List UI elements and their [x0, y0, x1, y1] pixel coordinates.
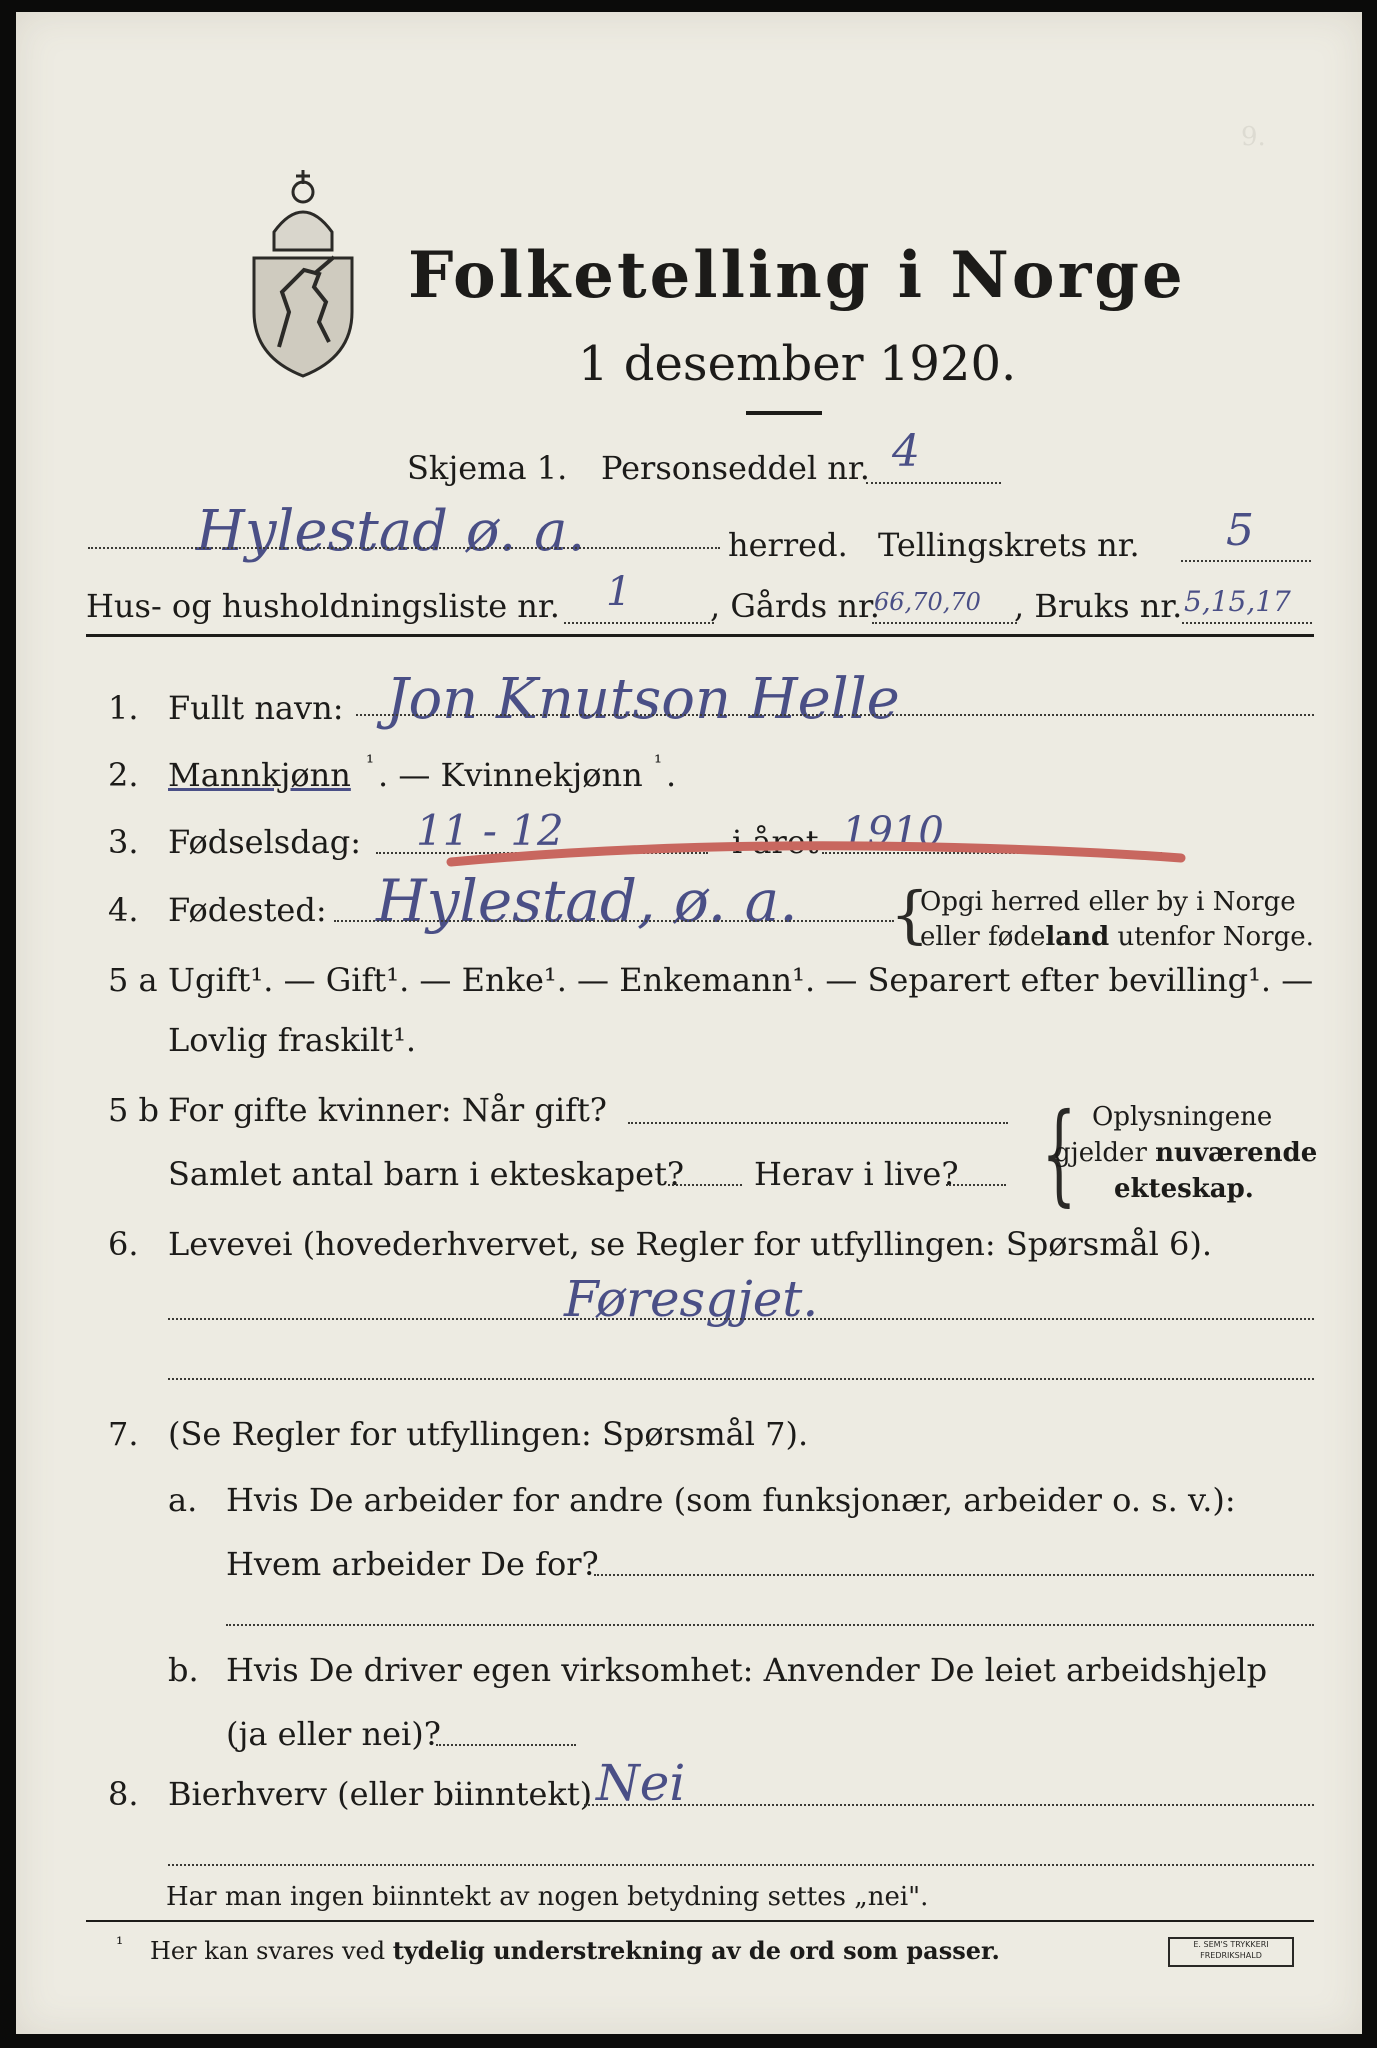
census-form-page: [16, 12, 1362, 2034]
q4-number: 4.: [108, 891, 139, 929]
children-alive-field-line: [946, 1184, 1006, 1186]
gards-field-line: [872, 622, 1017, 624]
personseddel-field-line: [866, 482, 1001, 484]
gender-male-option: Mannkjønn: [168, 756, 351, 794]
marital-status-options-2: Lovlig fraskilt¹.: [168, 1021, 417, 1059]
children-count-label: Samlet antal barn i ekteskapet?: [168, 1155, 685, 1193]
printer-stamp: E. SEM'S TRYKKERI FREDRIKSHALD: [1168, 1937, 1294, 1967]
q7b-label: Hvis De driver egen virksomhet: Anvender De leiet arbeidshjelp: [226, 1651, 1268, 1689]
footnote-text: Her kan svares ved tydelig understrekning av de ord som passer.: [150, 1936, 1000, 1965]
side-income-field-line-2: [168, 1864, 1314, 1866]
marital-status-options: Ugift¹. — Gift¹. — Enke¹. — Enkemann¹. — Separert efter bevilling¹. —: [168, 961, 1314, 999]
footnote-marker: ¹: [366, 750, 375, 774]
married-when-label: For gifte kvinner: Når gift?: [168, 1091, 607, 1129]
side-income-label: Bierhverv (eller biinntekt): [168, 1775, 593, 1813]
birthplace-note-line1: Opgi herred eller by i Norge: [920, 887, 1296, 917]
birthdate-value: 11 - 12: [416, 806, 564, 855]
bruks-label: , Bruks nr.: [1014, 587, 1183, 625]
employer-field-line-2: [226, 1624, 1314, 1626]
occupation-label: Levevei (hovederhvervet, se Regler for utfyllingen: Spørsmål 6).: [168, 1225, 1213, 1263]
q2-number: 2.: [108, 756, 139, 794]
herred-label: herred.: [728, 526, 848, 564]
birthplace-value: Hylestad, ø. a.: [376, 867, 798, 935]
tellingskrets-field-line: [1181, 560, 1311, 562]
footer-separator: [86, 1920, 1314, 1922]
skjema-label: Skjema 1.: [407, 449, 568, 487]
hired-help-field-line: [436, 1744, 576, 1746]
birthplace-label: Fødested:: [168, 891, 327, 929]
brace-icon-2: {: [1041, 1089, 1077, 1217]
birthdate-label: Fødselsdag:: [168, 823, 362, 861]
q1-number: 1.: [108, 689, 139, 727]
employer-field-line: [594, 1574, 1314, 1576]
bruks-field-line: [1182, 622, 1312, 624]
occupation-value: Føresgjet.: [564, 1270, 819, 1328]
bruks-value: 5,15,17: [1184, 585, 1291, 618]
full-name-value: Jon Knutson Helle: [386, 667, 900, 732]
gards-value: 66,70,70: [874, 588, 981, 616]
census-date: 1 desember 1920.: [578, 336, 1017, 392]
norwegian-coat-of-arms-icon: [234, 162, 372, 382]
q7b-letter: b.: [168, 1651, 199, 1689]
q8-number: 8.: [108, 1775, 139, 1813]
marriage-note-1: Oplysningene: [1092, 1102, 1273, 1132]
q5b-number: 5 b: [108, 1091, 160, 1129]
title-divider: [746, 411, 822, 415]
married-when-field-line: [628, 1122, 1008, 1124]
tellingskrets-label: Tellingskrets nr.: [878, 526, 1140, 564]
gender-female-option: . — Kvinnekjønn: [378, 756, 643, 794]
personseddel-value: 4: [892, 426, 920, 477]
hus-field-line: [564, 622, 714, 624]
q6-number: 6.: [108, 1225, 139, 1263]
marriage-note-3: ekteskap.: [1114, 1174, 1254, 1204]
children-alive-label: Herav i live?: [754, 1155, 959, 1193]
children-count-field-line: [668, 1184, 742, 1186]
gards-label: , Gårds nr.: [710, 587, 880, 625]
brace-icon: {: [890, 878, 930, 951]
birthplace-note-line2: eller fødeland utenfor Norge.: [920, 922, 1314, 952]
q7-label: (Se Regler for utfyllingen: Spørsmål 7).: [168, 1415, 809, 1453]
herred-field-line: [88, 547, 720, 549]
birth-year-label: i året: [732, 823, 819, 861]
q3-number: 3.: [108, 823, 139, 861]
q7a-label: Hvis De arbeider for andre (som funksjonær, arbeider o. s. v.):: [226, 1481, 1236, 1519]
footnote-mark: ¹: [116, 1934, 124, 1955]
q1-label: Fullt navn:: [168, 689, 344, 727]
side-income-field-line: [584, 1804, 1314, 1806]
birth-year-value: 1910: [842, 809, 944, 855]
herred-value: Hylestad ø. a.: [196, 499, 586, 564]
occupation-field-line: [168, 1318, 1314, 1320]
q7-number: 7.: [108, 1415, 139, 1453]
personseddel-label: Personseddel nr.: [601, 449, 870, 487]
q2-end-period: .: [666, 756, 677, 794]
bleed-through-text: 9.: [1241, 122, 1266, 152]
side-income-value: Nei: [596, 1754, 686, 1812]
tellingskrets-value: 5: [1226, 505, 1254, 556]
occupation-field-line-2: [168, 1378, 1314, 1380]
q7a-letter: a.: [168, 1481, 198, 1519]
hus-label: Hus- og husholdningsliste nr.: [86, 587, 560, 625]
form-title: Folketelling i Norge: [408, 238, 1186, 313]
hus-value: 1: [606, 569, 632, 615]
hired-help-label: (ja eller nei)?: [226, 1715, 441, 1753]
header-separator: [86, 634, 1314, 637]
employer-label: Hvem arbeider De for?: [226, 1545, 599, 1583]
q5a-number: 5 a: [108, 961, 158, 999]
full-name-field-line: [356, 714, 1314, 716]
side-income-note: Har man ingen biinntekt av nogen betydning settes „nei".: [166, 1882, 929, 1912]
footnote-marker-2: ¹: [654, 750, 663, 774]
birthplace-field-line: [334, 920, 894, 922]
marriage-note-2: gjelder nuværende: [1054, 1138, 1318, 1168]
